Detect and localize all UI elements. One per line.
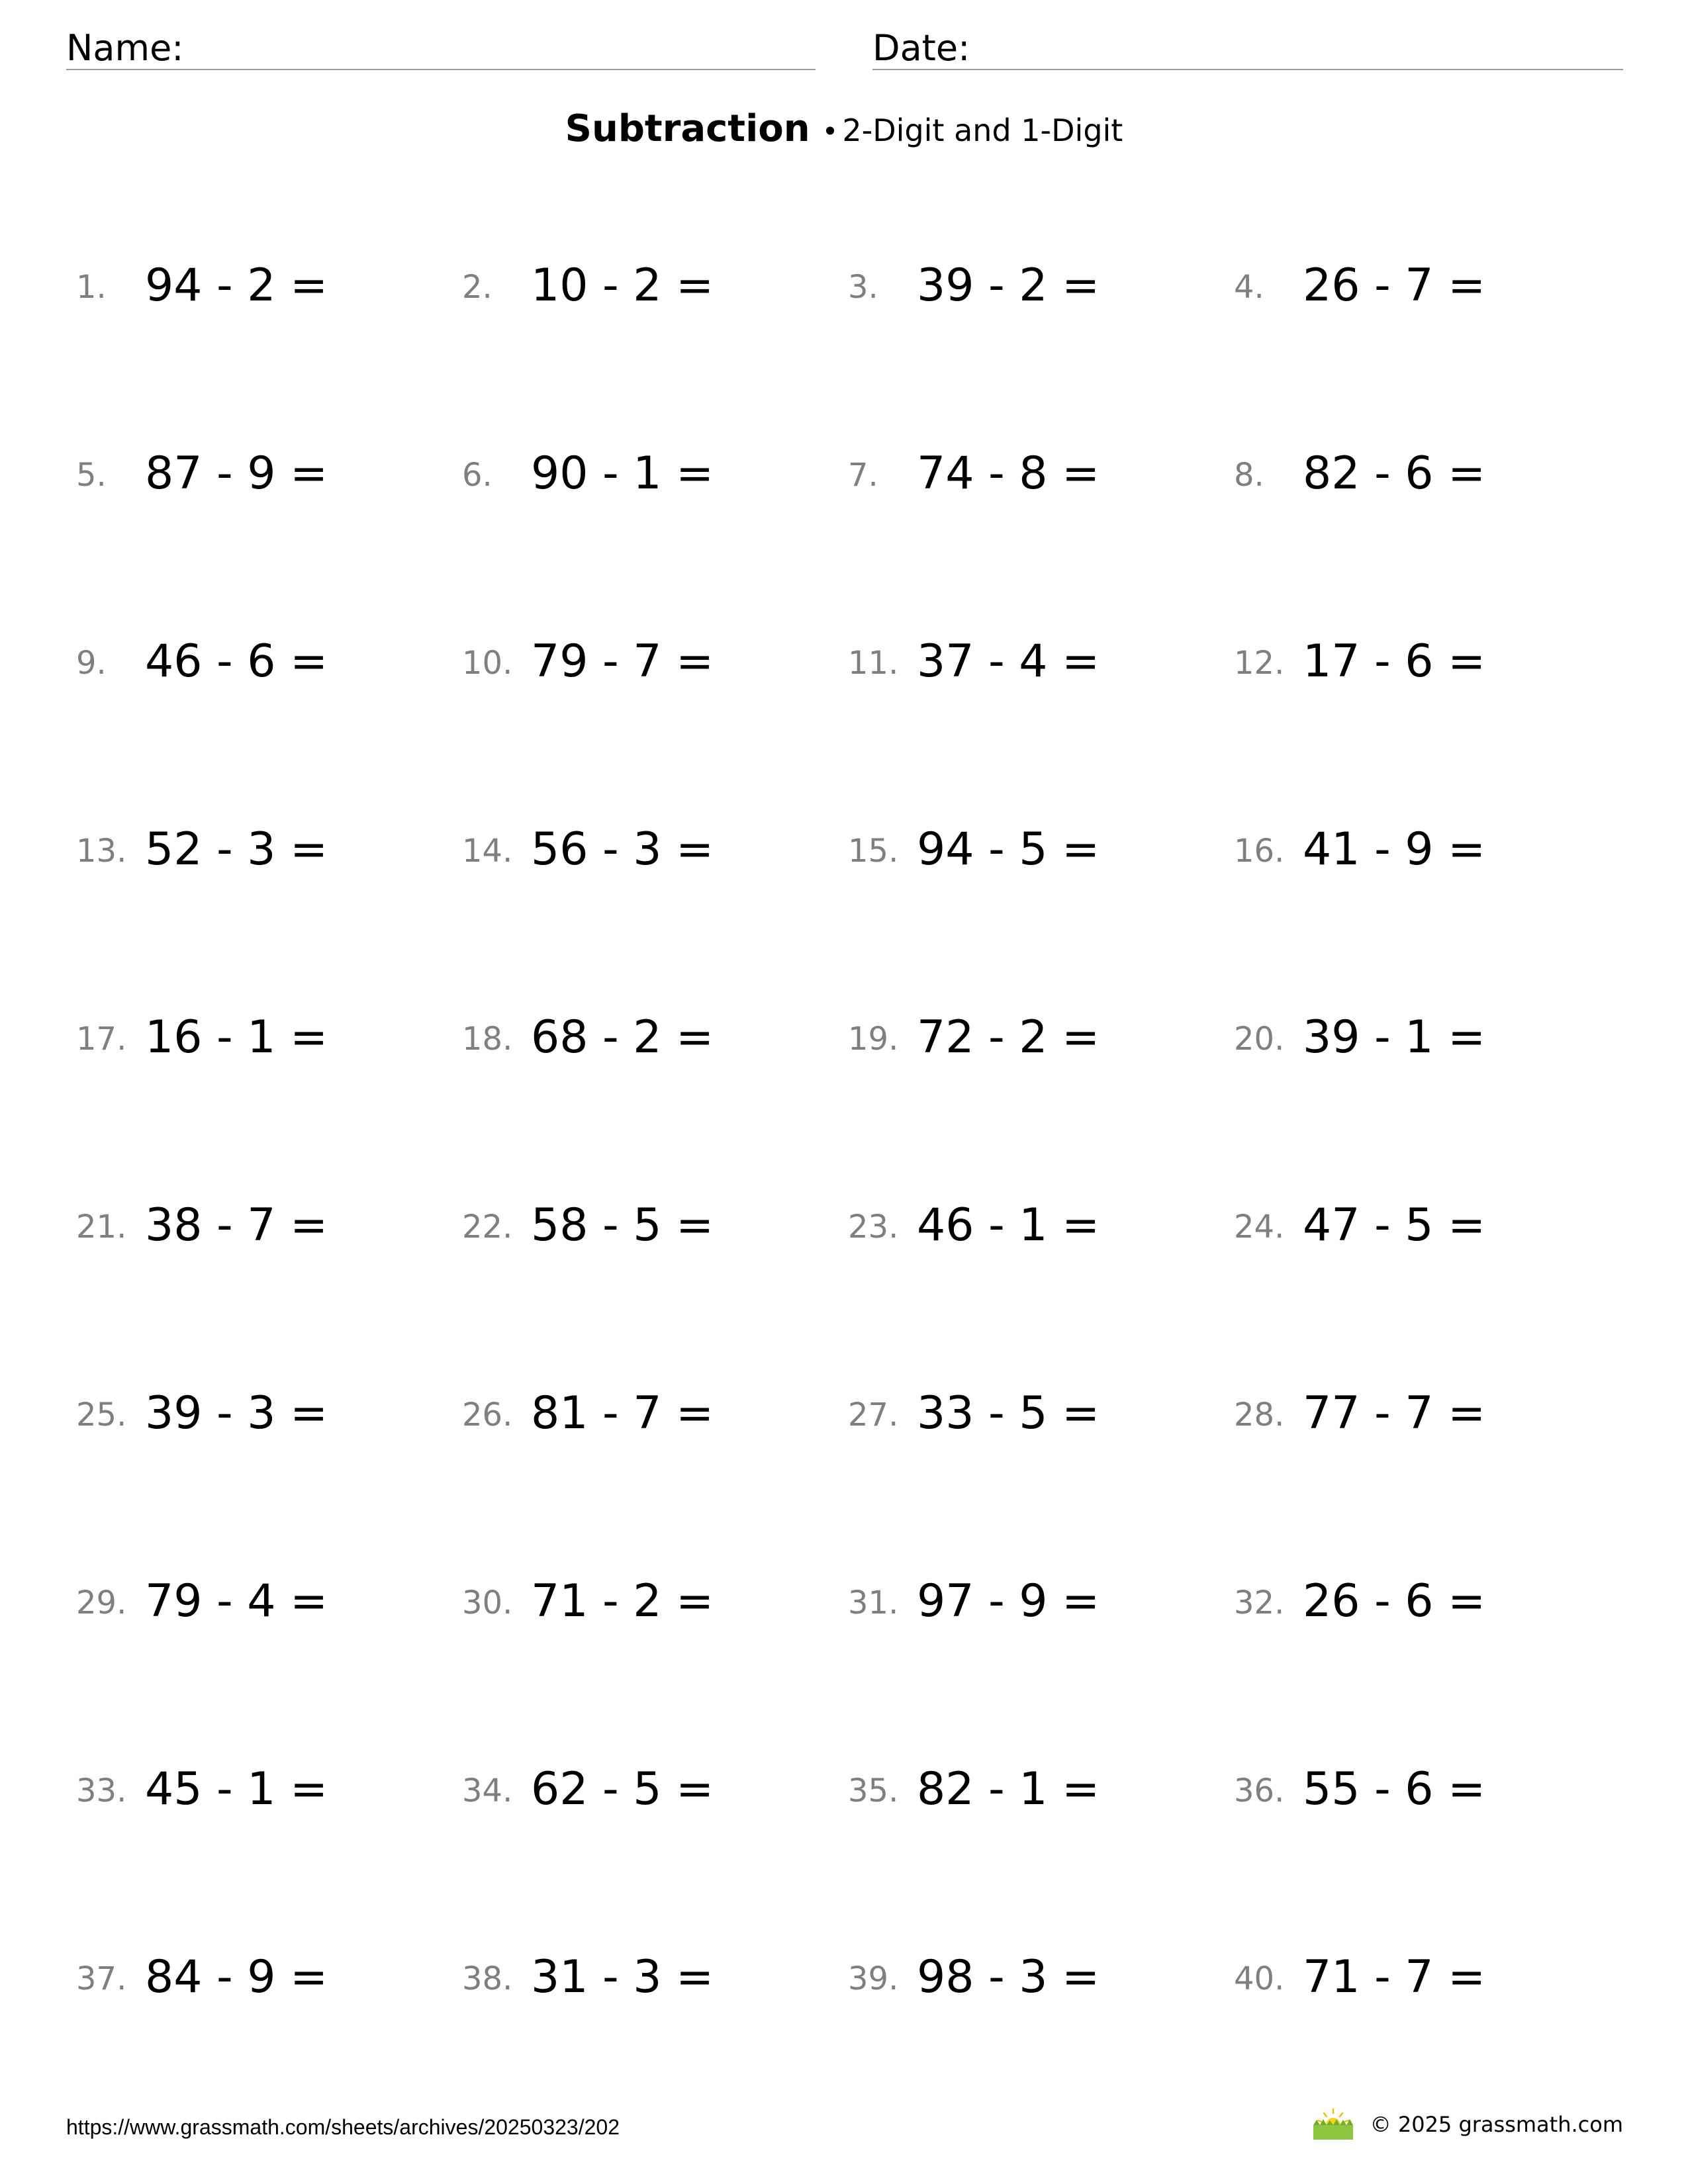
- problem-number: 7.: [848, 457, 878, 494]
- problem-number: 36.: [1234, 1772, 1285, 1809]
- problem-number: 8.: [1234, 457, 1264, 494]
- problem-number: 12.: [1234, 645, 1285, 682]
- problem-expression: 33 - 5 =: [917, 1387, 1100, 1439]
- problem-number: 25.: [76, 1396, 127, 1433]
- problem-item: [848, 258, 1219, 311]
- problem-expression: 81 - 7 =: [531, 1387, 714, 1439]
- problem-expression: 98 - 3 =: [917, 1951, 1100, 2003]
- problem-item: [462, 822, 833, 875]
- problem-item: [848, 1950, 1219, 2003]
- problem-number: 26.: [462, 1396, 513, 1433]
- problem-item: [1234, 1386, 1605, 1439]
- problem-expression: 41 - 9 =: [1303, 823, 1486, 876]
- problem-number: 38.: [462, 1960, 513, 1997]
- problem-item: [462, 634, 833, 687]
- problem-number: 13.: [76, 833, 127, 870]
- problem-item: [848, 1574, 1219, 1627]
- problem-expression: 26 - 6 =: [1303, 1575, 1486, 1627]
- problem-number: 27.: [848, 1396, 899, 1433]
- problem-number: 30.: [462, 1584, 513, 1621]
- problem-number: 19.: [848, 1021, 899, 1058]
- footer-copyright: © 2025 grassmath.com: [1370, 2112, 1623, 2137]
- problem-number: 22.: [462, 1208, 513, 1246]
- problem-expression: 97 - 9 =: [917, 1575, 1100, 1627]
- problem-number: 3.: [848, 269, 878, 306]
- problem-item: [1234, 1010, 1605, 1063]
- problem-number: 34.: [462, 1772, 513, 1809]
- problem-expression: 39 - 1 =: [1303, 1011, 1486, 1064]
- problem-number: 17.: [76, 1021, 127, 1058]
- problem-expression: 72 - 2 =: [917, 1011, 1100, 1064]
- problem-expression: 39 - 2 =: [917, 259, 1100, 312]
- problem-number: 23.: [848, 1208, 899, 1246]
- name-label: Name:: [66, 27, 184, 69]
- problem-item: [462, 1574, 833, 1627]
- problem-number: 1.: [76, 269, 107, 306]
- problem-item: [76, 1950, 447, 2003]
- problem-expression: 10 - 2 =: [531, 259, 714, 312]
- problem-item: [1234, 1574, 1605, 1627]
- problem-expression: 17 - 6 =: [1303, 635, 1486, 688]
- problem-item: [1234, 258, 1605, 311]
- problem-number: 40.: [1234, 1960, 1285, 1997]
- problem-expression: 94 - 5 =: [917, 823, 1100, 876]
- problem-expression: 74 - 8 =: [917, 447, 1100, 500]
- problem-number: 39.: [848, 1960, 899, 1997]
- problem-number: 9.: [76, 645, 107, 682]
- problem-expression: 26 - 7 =: [1303, 259, 1486, 312]
- problem-expression: 68 - 2 =: [531, 1011, 714, 1064]
- problem-item: [76, 1386, 447, 1439]
- problem-item: [848, 1010, 1219, 1063]
- problem-item: [848, 1762, 1219, 1815]
- problem-expression: 46 - 6 =: [145, 635, 328, 688]
- problem-item: [462, 1386, 833, 1439]
- problem-item: [76, 634, 447, 687]
- problem-item: [462, 1950, 833, 2003]
- problem-expression: 87 - 9 =: [145, 447, 328, 500]
- problem-item: [462, 1010, 833, 1063]
- problem-number: 35.: [848, 1772, 899, 1809]
- problem-expression: 52 - 3 =: [145, 823, 328, 876]
- problem-number: 32.: [1234, 1584, 1285, 1621]
- problem-expression: 79 - 4 =: [145, 1575, 328, 1627]
- problem-number: 31.: [848, 1584, 899, 1621]
- problem-number: 28.: [1234, 1396, 1285, 1433]
- problem-expression: 90 - 1 =: [531, 447, 714, 500]
- problem-expression: 55 - 6 =: [1303, 1763, 1486, 1815]
- problem-expression: 71 - 2 =: [531, 1575, 714, 1627]
- problem-item: [76, 258, 447, 311]
- problem-item: [76, 1198, 447, 1251]
- problem-item: [848, 446, 1219, 499]
- problem-number: 21.: [76, 1208, 127, 1246]
- problem-item: [462, 258, 833, 311]
- problem-item: [848, 1386, 1219, 1439]
- problem-item: [1234, 1762, 1605, 1815]
- problem-expression: 38 - 7 =: [145, 1199, 328, 1251]
- problem-item: [848, 1198, 1219, 1251]
- problem-item: [1234, 634, 1605, 687]
- problem-number: 15.: [848, 833, 899, 870]
- problem-number: 18.: [462, 1021, 513, 1058]
- problem-number: 24.: [1234, 1208, 1285, 1246]
- problem-number: 16.: [1234, 833, 1285, 870]
- problem-item: [848, 634, 1219, 687]
- problem-number: 6.: [462, 457, 492, 494]
- grass-sun-logo-icon: [1311, 2108, 1356, 2141]
- problem-item: [462, 1198, 833, 1251]
- problem-item: [76, 822, 447, 875]
- problem-number: 4.: [1234, 269, 1264, 306]
- problem-expression: 79 - 7 =: [531, 635, 714, 688]
- problem-expression: 47 - 5 =: [1303, 1199, 1486, 1251]
- problem-item: [848, 822, 1219, 875]
- problem-expression: 56 - 3 =: [531, 823, 714, 876]
- title-main: Subtraction: [565, 107, 810, 150]
- problem-expression: 77 - 7 =: [1303, 1387, 1486, 1439]
- problem-expression: 82 - 1 =: [917, 1763, 1100, 1815]
- problem-expression: 45 - 1 =: [145, 1763, 328, 1815]
- problem-item: [76, 1762, 447, 1815]
- problem-expression: 39 - 3 =: [145, 1387, 328, 1439]
- problem-item: [1234, 1950, 1605, 2003]
- problem-number: 2.: [462, 269, 492, 306]
- problem-item: [1234, 1198, 1605, 1251]
- problem-number: 29.: [76, 1584, 127, 1621]
- problem-number: 11.: [848, 645, 899, 682]
- problem-expression: 46 - 1 =: [917, 1199, 1100, 1251]
- problem-expression: 82 - 6 =: [1303, 447, 1486, 500]
- problem-expression: 37 - 4 =: [917, 635, 1100, 688]
- problem-expression: 71 - 7 =: [1303, 1951, 1486, 2003]
- problem-expression: 84 - 9 =: [145, 1951, 328, 2003]
- problem-item: [1234, 822, 1605, 875]
- problem-number: 33.: [76, 1772, 127, 1809]
- problem-number: 5.: [76, 457, 107, 494]
- problem-item: [76, 446, 447, 499]
- problem-number: 20.: [1234, 1021, 1285, 1058]
- title-subtitle: 2-Digit and 1-Digit: [842, 113, 1123, 148]
- footer-branding: [1311, 2105, 1623, 2144]
- problem-number: 14.: [462, 833, 513, 870]
- problem-item: [462, 1762, 833, 1815]
- title-separator: •: [821, 115, 839, 148]
- problem-number: 37.: [76, 1960, 127, 1997]
- problem-expression: 62 - 5 =: [531, 1763, 714, 1815]
- problem-item: [76, 1010, 447, 1063]
- problem-item: [76, 1574, 447, 1627]
- footer-url[interactable]: https://www.grassmath.com/sheets/archives/20250323/202: [66, 2115, 620, 2139]
- problem-expression: 16 - 1 =: [145, 1011, 328, 1064]
- problem-expression: 31 - 3 =: [531, 1951, 714, 2003]
- problem-expression: 94 - 2 =: [145, 259, 328, 312]
- problem-number: 10.: [462, 645, 513, 682]
- problem-item: [462, 446, 833, 499]
- problem-expression: 58 - 5 =: [531, 1199, 714, 1251]
- date-label: Date:: [872, 27, 970, 69]
- problem-item: [1234, 446, 1605, 499]
